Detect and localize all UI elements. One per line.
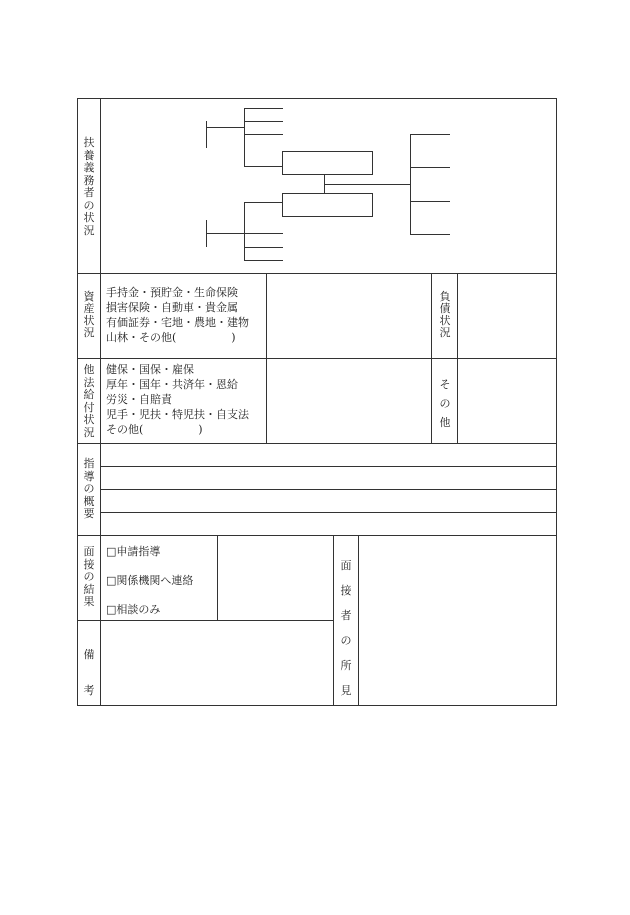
asset-item: 手持金・預貯金・生命保険 — [106, 286, 238, 299]
benefit-list — [106, 362, 249, 437]
column-divider — [333, 535, 334, 706]
column-divider — [358, 535, 359, 706]
column-divider — [457, 273, 458, 443]
benefit-item: 健保・国保・雇保 — [106, 363, 194, 376]
label-shidou: 指 導 の 概 要 — [83, 457, 95, 520]
label-shisan: 資 産 状 況 — [83, 290, 95, 339]
label-fuyou: 扶 養 義 務 者 の 状 況 — [83, 136, 95, 237]
guidance-line — [100, 489, 557, 490]
row-divider — [77, 535, 557, 536]
row-divider — [77, 273, 557, 274]
label-sonota: そ の 他 — [439, 378, 451, 429]
label-column-divider — [100, 98, 101, 706]
asset-list — [106, 285, 249, 345]
column-divider — [217, 535, 218, 620]
guidance-line — [100, 512, 557, 513]
asset-item: 有価証券・宅地・農地・建物 — [106, 316, 249, 329]
option-kankei-kikan[interactable]: □関係機関へ連絡 — [106, 574, 194, 587]
row-divider — [77, 358, 557, 359]
benefit-item: 労災・自賠責 — [106, 393, 172, 406]
asset-item: 損害保険・自動車・貴金属 — [106, 301, 238, 314]
family-tree-box — [282, 193, 373, 217]
label-mensetsu-kekka: 面 接 の 結 果 — [83, 545, 95, 608]
guidance-line — [100, 466, 557, 467]
label-bikou: 備 考 — [83, 648, 95, 697]
column-divider — [431, 273, 432, 443]
row-divider — [77, 443, 557, 444]
label-fusai: 負 債 状 況 — [439, 290, 451, 339]
label-tahou: 他 法 給 付 状 況 — [83, 363, 95, 439]
benefit-item: 厚年・国年・共済年・恩給 — [106, 378, 238, 391]
label-mensetsusha: 面 接 者 の 所 見 — [340, 559, 352, 697]
family-tree-box — [282, 151, 373, 175]
row-divider — [77, 620, 333, 621]
benefit-item: 児手・児扶・特児扶・自支法 — [106, 408, 249, 421]
column-divider — [266, 273, 267, 443]
benefit-item: その他( ) — [106, 423, 203, 436]
option-soudan-nomi[interactable]: □相談のみ — [106, 603, 161, 616]
option-shinsei-shidou[interactable]: □申請指導 — [106, 545, 161, 558]
asset-item: 山林・その他( ) — [106, 331, 236, 344]
